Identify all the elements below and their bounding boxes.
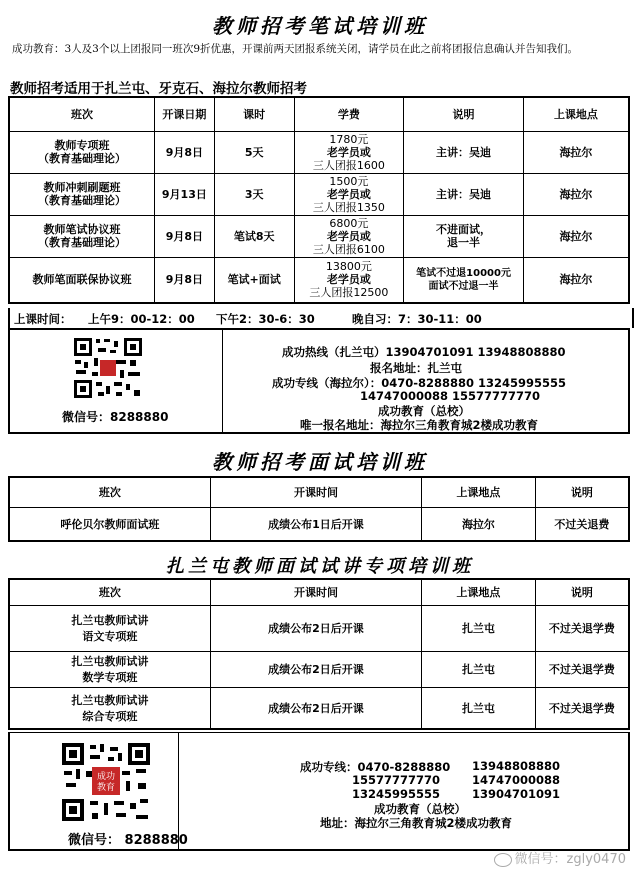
header-cell: 开课日期 (154, 97, 214, 131)
table-header-row (9, 97, 629, 131)
written-course-title: 教师招考笔试培训班 (212, 14, 428, 38)
schedule-evening: 晚自习：7：30-11：00 (352, 312, 482, 326)
hours-cell: 5天 (214, 131, 294, 173)
header-cell: 开课时间 (210, 477, 421, 507)
schedule-morning: 上午9：00-12：00 (88, 312, 195, 326)
header-cell: 班次 (9, 97, 154, 131)
written-subheading: 教师招考适用于扎兰屯、牙克石、海拉尔教师招考 (10, 81, 307, 97)
address-zlt: 报名地址：扎兰屯 (370, 361, 462, 375)
note-cell: 主讲：吴迪 (404, 131, 524, 173)
wechat-id: 微信号：8288880 (62, 410, 169, 424)
header-cell: 说明 (404, 97, 524, 131)
date-cell: 9月8日 (154, 257, 214, 303)
wechat-id: 微信号： 8288880 (68, 833, 188, 848)
table-header-row (9, 579, 629, 605)
date-cell: 9月8日 (154, 131, 214, 173)
time-cell: 成绩公布2日后开课 (210, 651, 421, 687)
class-name-cell: 教师专项班 （教育基础理论） (9, 131, 154, 173)
place-cell: 海拉尔 (523, 173, 629, 215)
class-schedule (8, 308, 634, 328)
fee-cell: 1500元 老学员或 三人团报1350 (294, 173, 404, 215)
zlt-line-2a: 15577777770 (352, 773, 441, 787)
date-cell: 9月13日 (154, 173, 214, 215)
class-name-cell: 呼伦贝尔教师面试班 (9, 507, 210, 541)
note-cell: 不进面试， 退一半 (404, 215, 524, 257)
written-contact-box (8, 328, 630, 434)
hours-cell: 3天 (214, 173, 294, 215)
note-cell: 笔试不过退10000元 面试不过退一半 (404, 257, 524, 303)
zlt-course-table (8, 578, 630, 730)
zlt-address: 地址：海拉尔三角教育城2楼成功教育 (320, 816, 512, 830)
schedule-label: 上课时间： (14, 312, 72, 326)
header-cell: 班次 (9, 579, 210, 605)
wechat-icon (494, 853, 512, 867)
place-cell: 海拉尔 (523, 257, 629, 303)
wechat-watermark: 微信号：zgly0470 (494, 848, 626, 867)
zlt-course-title: 扎兰屯教师面试试讲专项培训班 (166, 556, 474, 577)
place-cell: 海拉尔 (523, 131, 629, 173)
place-cell: 扎兰屯 (422, 687, 536, 729)
time-cell: 成绩公布2日后开课 (210, 605, 421, 651)
header-cell: 上课地点 (422, 477, 536, 507)
table-row (9, 507, 629, 541)
written-course-table (8, 96, 630, 304)
table-row (9, 215, 629, 257)
zlt-line-3a: 13245995555 (352, 787, 441, 801)
header-cell: 开课时间 (210, 579, 421, 605)
class-name-cell: 扎兰屯教师试讲 数学专项班 (9, 651, 210, 687)
date-cell: 9月8日 (154, 215, 214, 257)
registration-address: 唯一报名地址：海拉尔三角教育城2楼成功教育 (300, 418, 538, 432)
qr-badge-line1: 成功 (96, 772, 116, 782)
time-cell: 成绩公布1日后开课 (210, 507, 421, 541)
header-cell: 课时 (214, 97, 294, 131)
place-cell: 扎兰屯 (422, 651, 536, 687)
qr-badge-line2: 教育 (96, 783, 116, 793)
note-cell: 主讲：吴迪 (404, 173, 524, 215)
table-row (9, 257, 629, 303)
class-name-cell: 教师冲刺刷题班 （教育基础理论） (9, 173, 154, 215)
zlt-line-1b: 13948808880 (472, 759, 561, 773)
school-name: 成功教育（总校） (374, 802, 466, 816)
note-cell: 不过关退学费 (535, 605, 629, 651)
class-name-cell: 扎兰屯教师试讲 语文专项班 (9, 605, 210, 651)
table-header-row (9, 477, 629, 507)
table-row (9, 651, 629, 687)
note-cell: 不过关退费 (535, 507, 629, 541)
table-row (9, 173, 629, 215)
hotline-zlt: 成功热线（扎兰屯）13904701091 13948808880 (282, 345, 566, 359)
header-cell: 学费 (294, 97, 404, 131)
interview-course-title: 教师招考面试培训班 (212, 450, 428, 474)
table-row (9, 687, 629, 729)
place-cell: 扎兰屯 (422, 605, 536, 651)
fee-cell: 6800元 老学员或 三人团报6100 (294, 215, 404, 257)
phone-numbers: 14747000088 15577777770 (360, 389, 541, 403)
schedule-afternoon: 下午2：30-6：30 (216, 312, 315, 326)
hours-cell: 笔试8天 (214, 215, 294, 257)
qr-code-icon (60, 741, 152, 823)
line-hle: 成功专线（海拉尔）：0470-8288880 13245995555 (272, 376, 567, 390)
note-cell: 不过关退学费 (535, 651, 629, 687)
header-cell: 说明 (535, 477, 629, 507)
zlt-contact-box (8, 732, 630, 851)
header-cell: 班次 (9, 477, 210, 507)
header-cell: 说明 (535, 579, 629, 605)
zlt-line-1: 成功专线：0470-8288880 (300, 760, 451, 774)
fee-cell: 13800元 老学员或 三人团报12500 (294, 257, 404, 303)
zlt-line-3b: 13904701091 (472, 787, 561, 801)
table-row (9, 131, 629, 173)
note-cell: 不过关退学费 (535, 687, 629, 729)
qr-code-icon (72, 336, 144, 400)
group-discount-notice: 成功教育：3人及3个以上团报同一班次9折优惠，开课前两天团报系统关闭，请学员在此之前将团报信息确认并告知我们。 (12, 43, 579, 55)
place-cell: 海拉尔 (523, 215, 629, 257)
interview-course-table (8, 476, 630, 542)
school-name: 成功教育（总校） (378, 404, 470, 418)
table-row (9, 605, 629, 651)
class-name-cell: 扎兰屯教师试讲 综合专项班 (9, 687, 210, 729)
fee-cell: 1780元 老学员或 三人团报1600 (294, 131, 404, 173)
class-name-cell: 教师笔面联保协议班 (9, 257, 154, 303)
class-name-cell: 教师笔试协议班 （教育基础理论） (9, 215, 154, 257)
header-cell: 上课地点 (422, 579, 536, 605)
zlt-line-2b: 14747000088 (472, 773, 561, 787)
time-cell: 成绩公布2日后开课 (210, 687, 421, 729)
place-cell: 海拉尔 (422, 507, 536, 541)
hours-cell: 笔试+面试 (214, 257, 294, 303)
header-cell: 上课地点 (523, 97, 629, 131)
